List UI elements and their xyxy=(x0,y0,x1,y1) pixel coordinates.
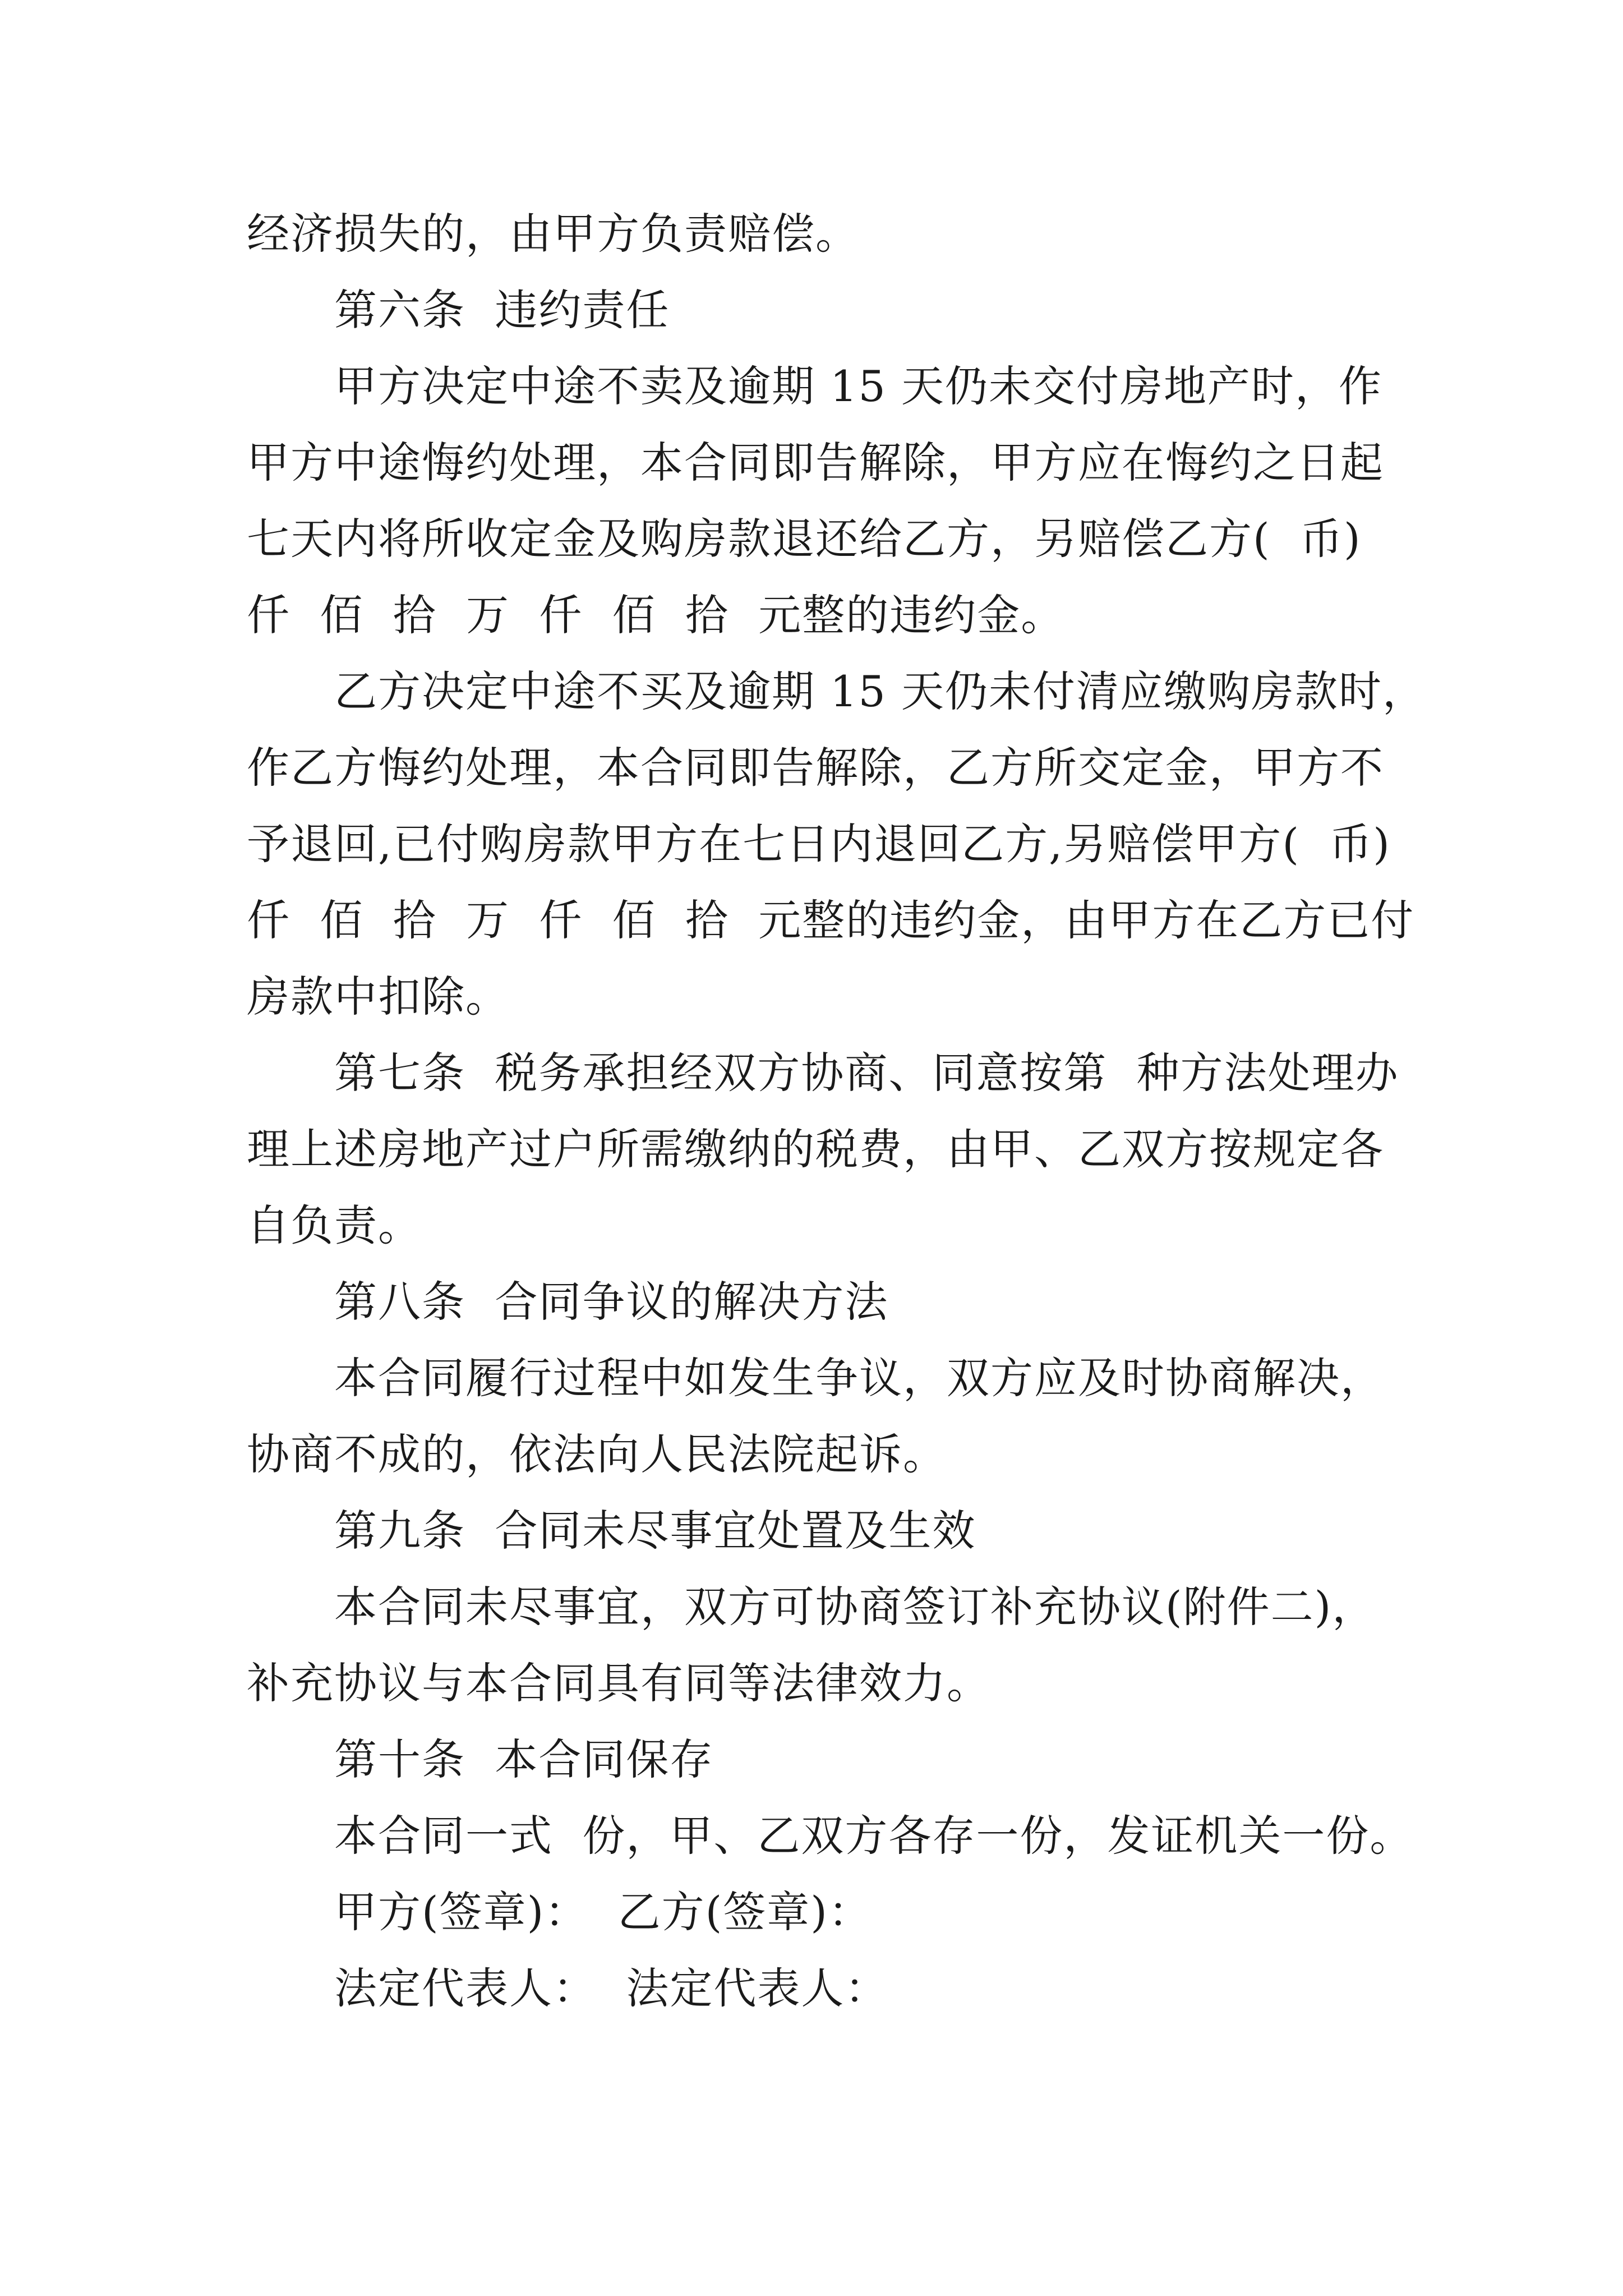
article-heading: 第八条 合同争议的解决方法 xyxy=(334,1277,889,1327)
text-line: 本合同未尽事宜，双方可协商签订补充协议(附件二)， xyxy=(334,1582,1376,1632)
text-line: 甲方决定中途不卖及逾期 15 天仍未交付房地产时，作 xyxy=(334,361,1383,411)
article-heading: 第七条 税务承担经双方协商、同意按第 种方法处理办 xyxy=(334,1048,1399,1098)
signature-line: 法定代表人： 法定代表人： xyxy=(334,1963,889,2013)
text-line: 予退回,已付购房款甲方在七日内退回乙方,另赔偿甲方( 币) xyxy=(247,819,1391,869)
article-heading: 第六条 违约责任 xyxy=(334,285,670,335)
text-line: 仟 佰 拾 万 仟 佰 拾 元整的违约金，由甲方在乙方已付 xyxy=(247,895,1415,945)
text-line: 理上述房地产过户所需缴纳的税费，由甲、乙双方按规定各 xyxy=(247,1124,1384,1174)
text-line: 本合同一式 份，甲、乙双方各存一份，发证机关一份。 xyxy=(334,1811,1414,1861)
text-line: 房款中扣除。 xyxy=(247,972,509,1022)
text-line: 协商不成的，依法向人民法院起诉。 xyxy=(247,1429,947,1479)
text-line: 仟 佰 拾 万 仟 佰 拾 元整的违约金。 xyxy=(247,590,1065,640)
article-heading: 第十条 本合同保存 xyxy=(334,1734,714,1784)
text-line: 补充协议与本合同具有同等法律效力。 xyxy=(247,1658,990,1708)
text-line: 经济损失的，由甲方负责赔偿。 xyxy=(247,209,859,259)
signature-line: 甲方(签章)： 乙方(签章)： xyxy=(334,1887,872,1937)
text-line: 七天内将所收定金及购房款退还给乙方，另赔偿乙方( 币) xyxy=(247,514,1362,564)
text-line: 本合同履行过程中如发生争议，双方应及时协商解决， xyxy=(334,1353,1384,1403)
text-line: 自负责。 xyxy=(247,1200,422,1250)
text-line: 乙方决定中途不买及逾期 15 天仍未付清应缴购房款时， xyxy=(334,666,1427,716)
text-line: 甲方中途悔约处理，本合同即告解除，甲方应在悔约之日起 xyxy=(247,438,1384,487)
article-heading: 第九条 合同未尽事宜处置及生效 xyxy=(334,1506,976,1556)
text-line: 作乙方悔约处理，本合同即告解除，乙方所交定金，甲方不 xyxy=(247,743,1384,793)
